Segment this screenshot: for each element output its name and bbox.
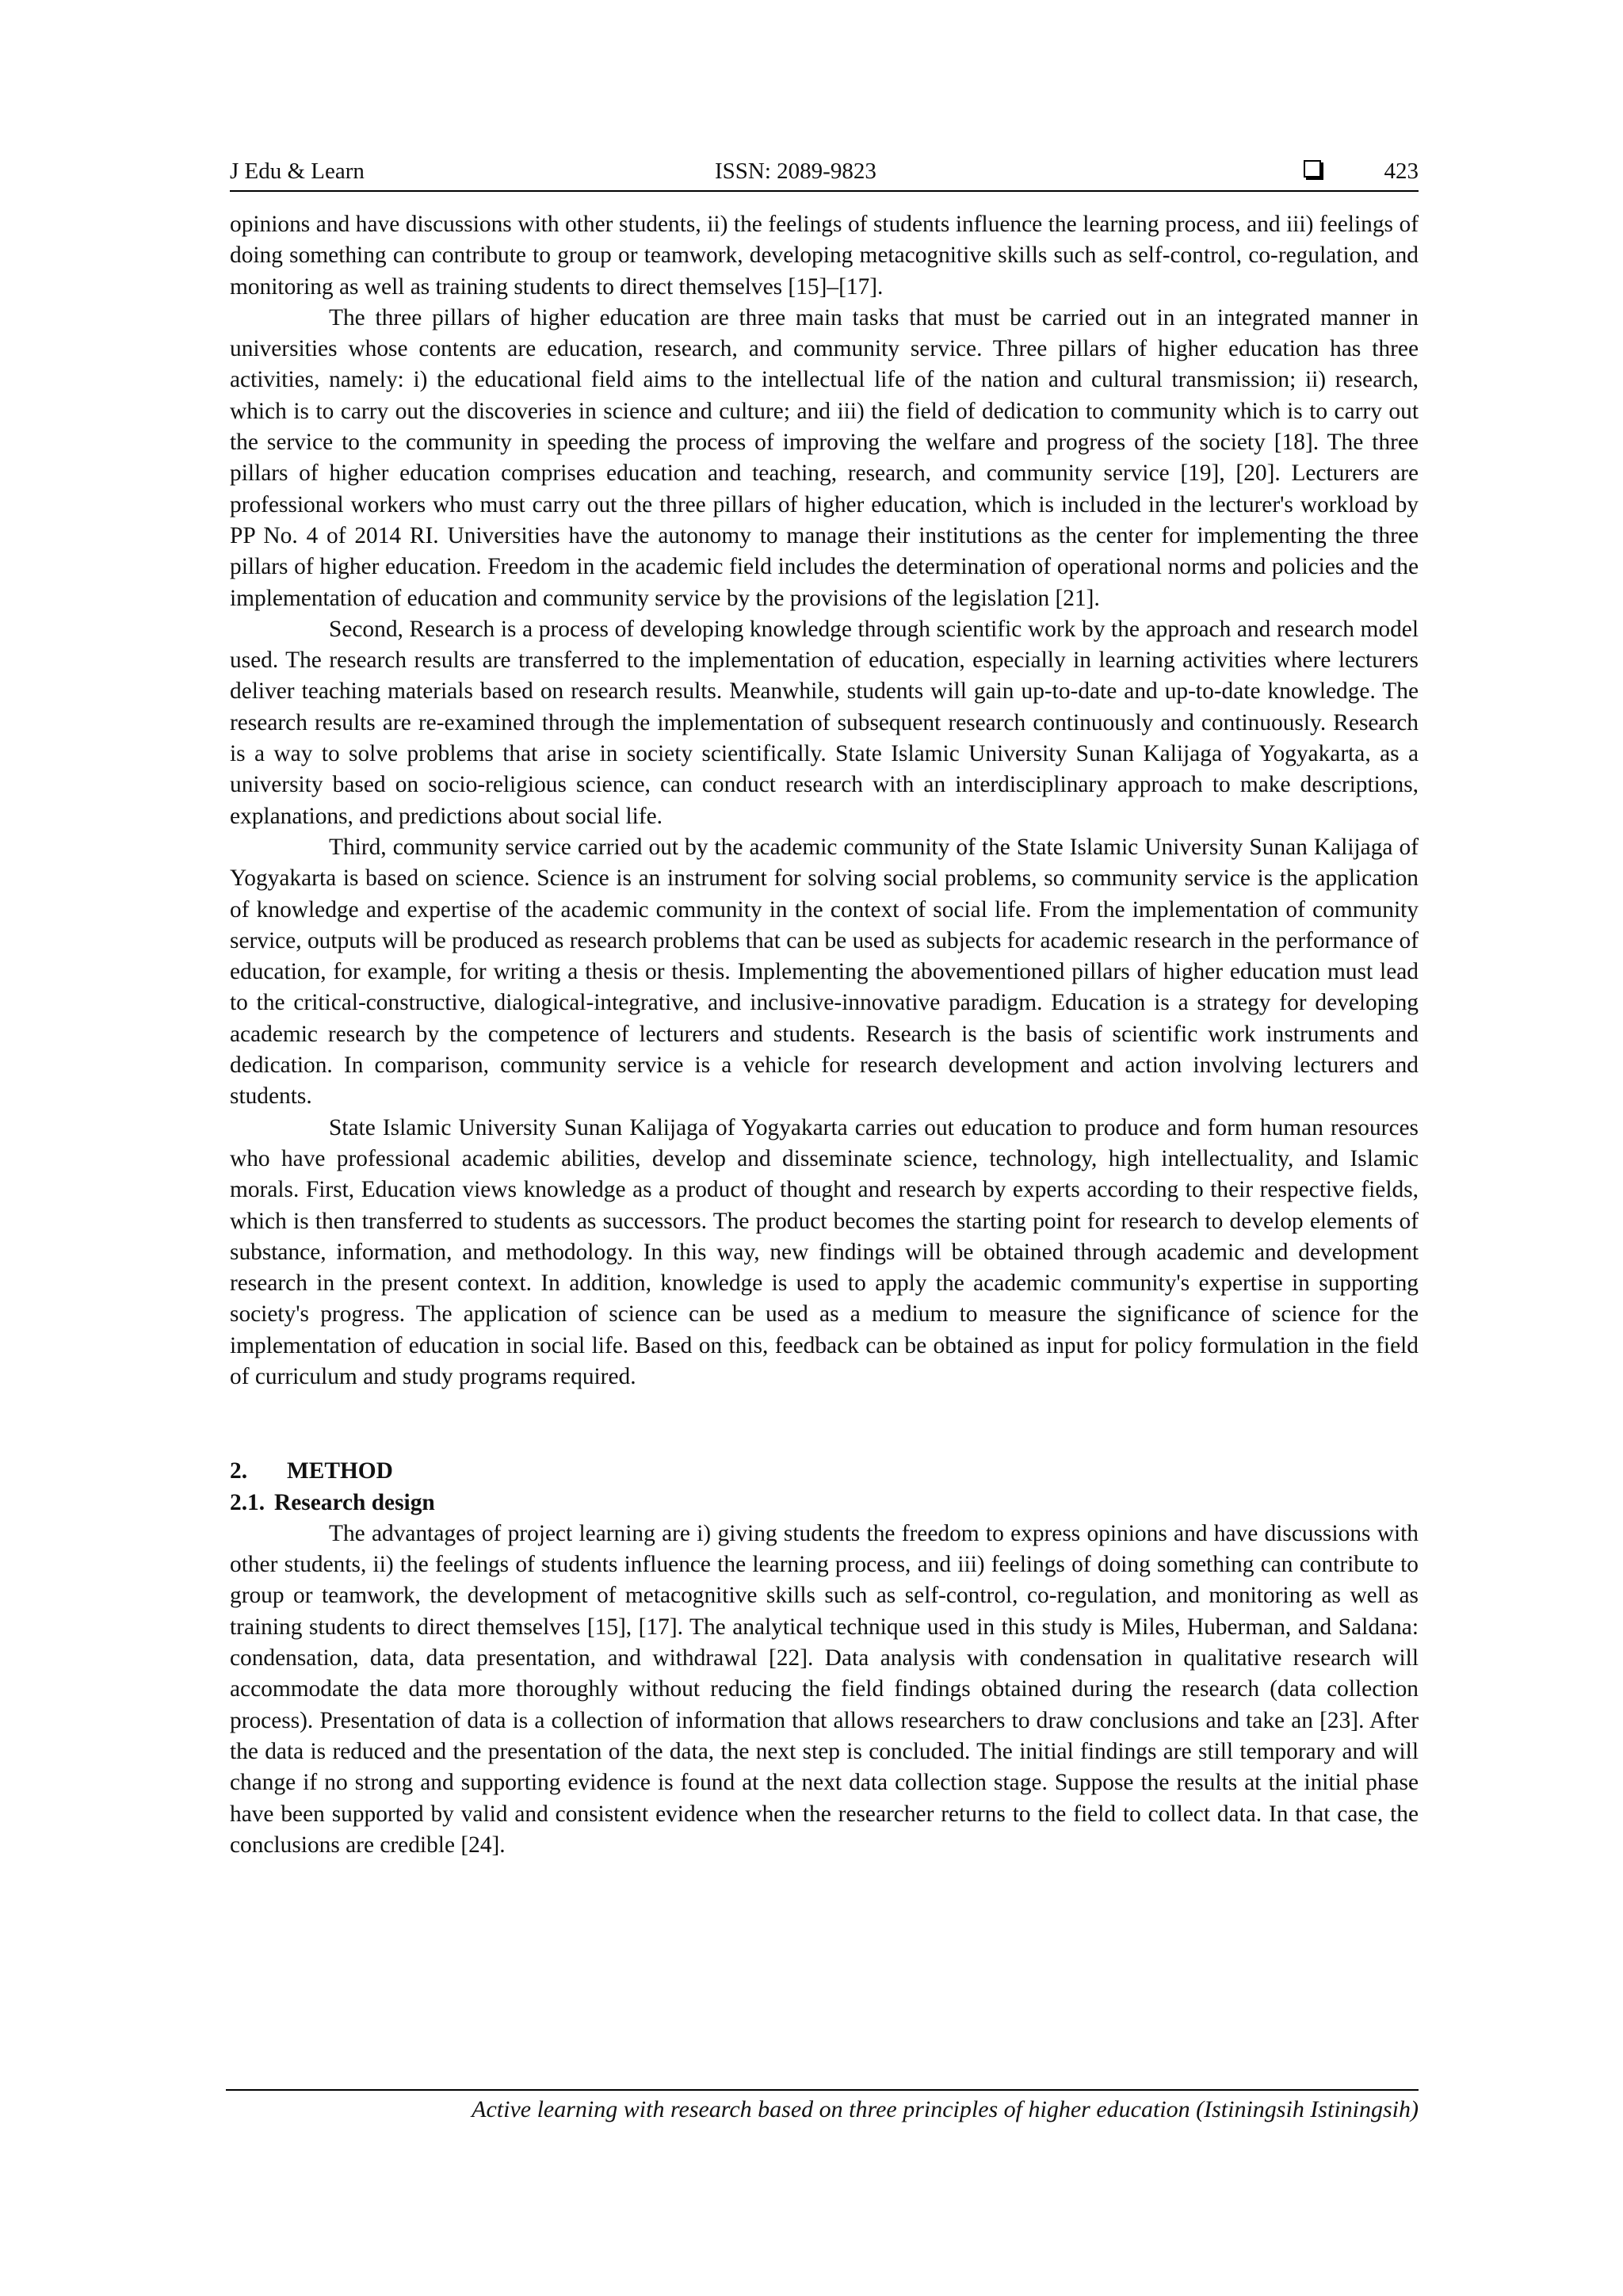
paragraph-continued: opinions and have discussions with other students, ii) the feelings of students influence the learning process, and iii) feelings of doing something can contribute to group or teamwork, developing metacognitive skills such as self-control, co-regulation, and monitoring as well as training students to direct themselves [15]–[17]. <box>230 212 1419 300</box>
journal-page <box>230 151 1419 1861</box>
footer-running-title: Active learning with research based on three principles of higher education (Istiningsih Istiningsih) <box>472 2096 1419 2122</box>
section-title: METHOD <box>287 1458 393 1484</box>
subsection-number: 2.1. <box>230 1489 265 1515</box>
section-spacer <box>230 1392 1419 1456</box>
paragraph-three-pillars: The three pillars of higher education are three main tasks that must be carried out in an integrated manner in universities whose contents are education, research, and community service. Three pillars of higher education has three activities, namely: i) the educational field aims to the intellectual life of the nation and cultural transmission; ii) research, which is to carry out the discoveries in science and culture; and iii) the field of dedication to community which is to carry out the service to the community in speeding the process of improving the welfare and progress of the society [18]. The three pillars of higher education comprises education and teaching, research, and community service [19], [20]. Lecturers are professional workers who must carry out the three pillars of higher education, which is included in the lecturer's workload by PP No. 4 of 2014 RI. Universities have the autonomy to manage their institutions as the center for implementing the three pillars of higher education. Freedom in the academic field includes the determination of operational norms and policies and the implementation of education and community service by the provisions of the legislation [21]. <box>230 304 1419 611</box>
journal-name: J Edu & Learn <box>230 159 365 184</box>
hollow-square-icon <box>1304 160 1321 178</box>
paragraph-research-design: The advantages of project learning are i) giving students the freedom to express opinions and have discussions with other students, ii) the feelings of students influence the learning process, and iii) feelings of doing something can contribute to group or teamwork, the development of metacognitive skills such as self-control, co-regulation, and monitoring as well as training students to direct themselves [15], [17]. The analytical technique used in this study is Miles, Huberman, and Saldana: condensation, data, data presentation, and withdrawal [22]. Data analysis with condensation in qualitative research will accommodate the data more thoroughly without reducing the field findings obtained during the research (data collection process). Presentation of data is a collection of information that allows researchers to draw conclusions and take an [23]. After the data is reduced and the presentation of the data, the next step is concluded. The initial findings are still temporary and will change if no strong and supporting evidence is found at the next data collection stage. Suppose the results at the initial phase have been supported by valid and consistent evidence when the researcher returns to the field to collect data. In that case, the conclusions are credible [24]. <box>230 1520 1419 1858</box>
subsection-title: Research design <box>274 1489 435 1515</box>
paragraph-education: State Islamic University Sunan Kalijaga of Yogyakarta carries out education to produce and form human resources who have professional academic abilities, develop and disseminate science, technology, high intellectuality, and Islamic morals. First, Education views knowledge as a product of thought and research by experts according to their respective fields, which is then transferred to students as successors. The product becomes the starting point for research to develop elements of substance, information, and methodology. In this way, new findings will be obtained through academic and development research in the present context. In addition, knowledge is used to apply the academic community's expertise in supporting society's progress. The application of science can be used as a medium to measure the significance of science for the implementation of education in social life. Based on this, feedback can be obtained as input for policy formulation in the field of curriculum and study programs required. <box>230 1114 1419 1389</box>
running-header <box>230 151 1419 192</box>
subsection-heading <box>230 1488 1419 1519</box>
article-body <box>230 209 1419 1861</box>
paragraph-research: Second, Research is a process of developing knowledge through scientific work by the approach and research model used. The research results are transferred to the implementation of education, especially in learning activities where lecturers deliver teaching materials based on research results. Meanwhile, students will gain up-to-date and up-to-date knowledge. The research results are re-examined through the implementation of subsequent research continuously and continuously. Research is a way to solve problems that arise in society scientifically. State Islamic University Sunan Kalijaga of Yogyakarta, as a university based on socio-religious science, can conduct research with an interdisciplinary approach to make descriptions, explanations, and predictions about social life. <box>230 616 1419 829</box>
section-number: 2. <box>230 1458 248 1484</box>
section-heading <box>230 1456 1419 1487</box>
running-footer <box>226 2089 1419 2126</box>
issn-number: ISSN: 2089-9823 <box>715 159 876 184</box>
page-number: 423 <box>1384 159 1419 184</box>
paragraph-community-service: Third, community service carried out by the academic community of the State Islamic University Sunan Kalijaga of Yogyakarta is based on science. Science is an instrument for solving social problems, so community service is the application of knowledge and expertise of the academic community in the context of social life. From the implementation of community service, outputs will be produced as research problems that can be used as subjects for academic research in the performance of education, for example, for writing a thesis or thesis. Implementing the abovementioned pillars of higher education must lead to the critical-constructive, dialogical-integrative, and inclusive-innovative paradigm. Education is a strategy for developing academic research by the competence of lecturers and students. Research is the basis of scientific work instruments and dedication. In comparison, community service is a vehicle for research development and action involving lecturers and students. <box>230 834 1419 1110</box>
